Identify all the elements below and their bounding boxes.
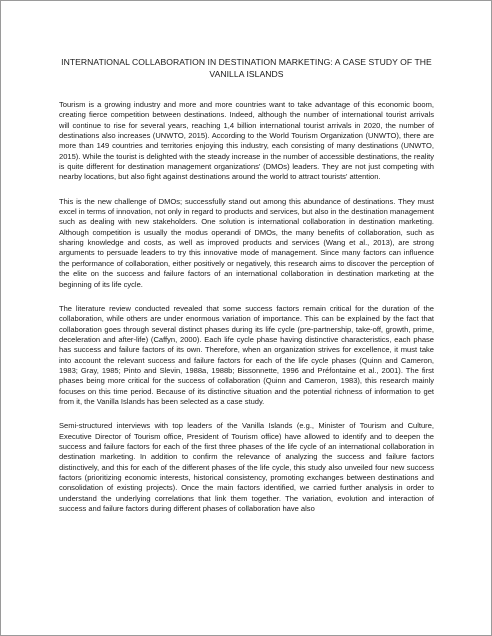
paragraph-literature-review: The literature review conducted revealed that some success factors remain critical for the duration of the collaboration, while others are under enormous variation of importance. This can be explained by the fact that collaboration goes through several distinct phases during its life cycle (pre-partnership, take-off, growth, prime, deceleration and after-life) (Caffyn, 2000). Each life cycle phase having distinctive characteristics, each phase has success and failure factors of its own. Therefore, when an organization strives for excellence, it must take into account the relevant success and failure factors for each of the life cycle phases (Quinn and Cameron, 1983; Gray, 1985; Pinto and Slevin, 1988a, 1988b; Bissonnette, 1996 and Préfontaine et al., 2001). The first phases being more critical for the success of collaboration (Quinn and Cameron, 1983), this research mainly focuses on this time period. Because of its distinctive situation and the potential richness of information to get from it, the Vanilla Islands has been selected as a case study. [59,303,434,406]
paragraph-method: Semi-structured interviews with top leaders of the Vanilla Islands (e.g., Minister of Tourism and Culture, Executive Director of Tourism office, President of Tourism office) have allowed to identify and to deepen the success and failure factors for each of the first three phases of the life cycle of an international collaboration in destination marketing. In addition to confirm the relevance of analyzing the success and failure factors distinctively, and this for each of the different phases of the life cycle, this study also unveiled four new success factors (prioritizing economic interests, historical consistency, promoting exchanges between destinations and consolidation of existing projects). Once the main factors identified, we carried further analysis in order to understand the underlying correlations that link them together. The variation, evolution and interaction of success and failure factors during different phases of collaboration have also [59,421,434,514]
paragraph-challenge: This is the new challenge of DMOs; successfully stand out among this abundance of destinations. They must excel in terms of innovation, not only in regard to products and services, but also in the destination management such as dealing with new stakeholders. One solution is international collaboration in destination marketing. Although competition is usually the modus operandi of DMOs, the many benefits of collaboration, such as sharing knowledge and costs, as well as improved products and services (Wang et al., 2013), are strong arguments to persuade leaders to try this innovative mode of management. Since many factors can influence the performance of collaboration, either positively or negatively, this research aims to discover the perception of the elite on the success and failure factors of an international collaboration in destination marketing at the beginning of its life cycle. [59,196,434,289]
page-content [59,57,434,528]
paragraph-intro: Tourism is a growing industry and more and more countries want to take advantage of this economic boom, creating fierce competition between destinations. Indeed, although the number of international tourist arrivals will continue to rise for several years, reaching 1,4 billion international tourist arrivals in 2020, the number of destinations also increases (UNWTO, 2015). According to the World Tourism Organization (UNWTO), there are more than 149 countries and territories enjoying this industry, each consisting of many destinations (UNWTO, 2015). While the tourist is delighted with the steady increase in the number of accessible destinations, the reality is quite different for destination management organizations' (DMOs) leaders. They are not just competing with nearby locations, but also fight against destinations around the world to attract tourists' attention. [59,100,434,182]
paper-title: INTERNATIONAL COLLABORATION IN DESTINATION MARKETING: A CASE STUDY OF THE VANILLA ISLANDS [61,57,432,79]
